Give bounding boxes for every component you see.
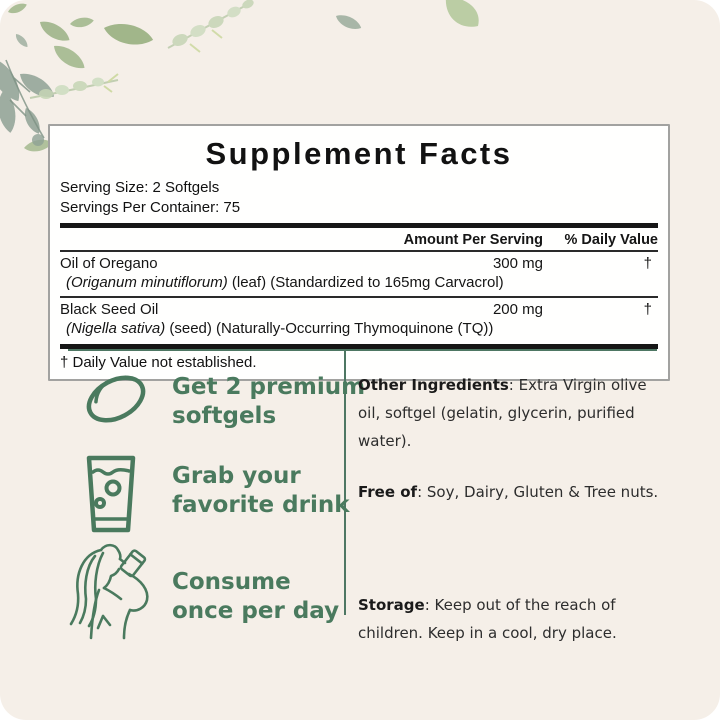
ingredient-name: Black Seed Oil xyxy=(60,301,159,318)
ingredient-daily-value: † xyxy=(643,255,652,272)
column-amount-per-serving: Amount Per Serving xyxy=(403,232,543,248)
horizontal-divider xyxy=(68,349,657,351)
storage-text: Storage: Keep out of the reach of children. Keep in a cool, dry place. xyxy=(358,596,617,642)
ingredient-amount: 200 mg xyxy=(492,301,543,318)
ingredient-daily-value: † xyxy=(643,301,652,318)
ingredient-row-black-seed xyxy=(60,298,658,342)
woman-drinking-icon xyxy=(55,540,173,644)
rule-thick xyxy=(60,223,658,228)
servings-per-container: Servings Per Container: 75 xyxy=(60,198,241,216)
column-daily-value: % Daily Value xyxy=(564,232,658,248)
free-of-text: Free of: Soy, Dairy, Gluten & Tree nuts. xyxy=(358,483,659,501)
supplement-facts-panel xyxy=(48,124,670,381)
serving-size: Serving Size: 2 Softgels xyxy=(60,179,220,196)
daily-value-footnote: † Daily Value not established. xyxy=(60,354,257,371)
softgel-icon xyxy=(82,368,150,430)
ingredient-amount: 300 mg xyxy=(492,255,543,272)
other-ingredients-text: Other Ingredients: Extra Virgin olive oil, softgel (gelatin, glycerin, purified water). xyxy=(358,376,647,450)
ingredient-detail: (Origanum minutiflorum) (leaf) (Standardized to 165mg Carvacrol) xyxy=(66,273,504,291)
ingredient-row-oregano xyxy=(60,252,658,298)
facts-header-row xyxy=(60,230,658,252)
feature-label-softgels: Get 2 premium softgels xyxy=(172,374,366,429)
feature-label-drink: Grab your favorite drink xyxy=(172,463,350,518)
ingredient-name: Oil of Oregano xyxy=(60,255,158,272)
supplement-facts-title: Supplement Facts xyxy=(205,136,513,171)
ingredient-detail: (Nigella sativa) (seed) (Naturally-Occurring Thymoquinone (TQ)) xyxy=(66,319,494,337)
feature-label-consume: Consume once per day xyxy=(172,569,340,624)
drink-glass-icon xyxy=(85,455,137,533)
